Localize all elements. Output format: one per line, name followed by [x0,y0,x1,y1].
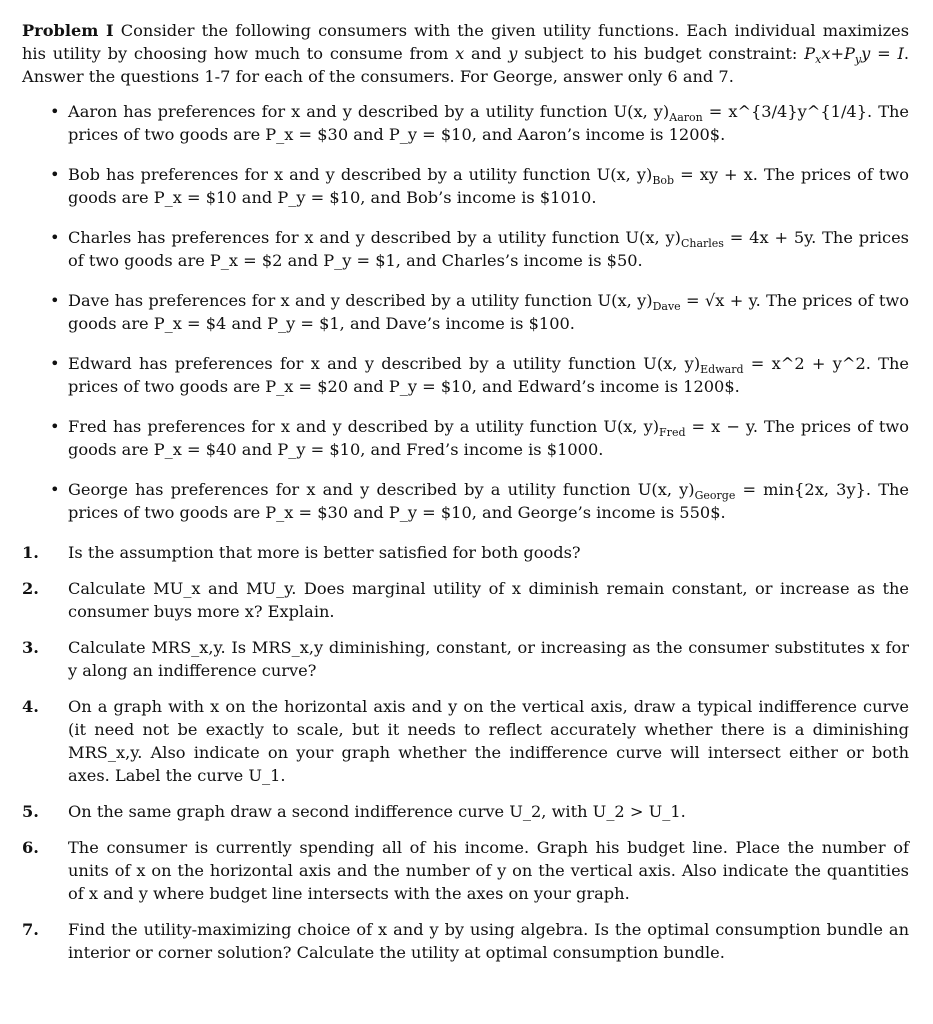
question-number: 7. [22,920,39,939]
consumer-sub: Dave [652,300,681,314]
problem-intro: Problem I Consider the following consumers with the given utility functions. Each individual maximizes his utility by choosing how much to consume from x and y subject to his budget constraint: $P_xx+P_yy = I$. Answer the questions 1-7 for each of the consumers. For George, answer only 6 and 7. [22,21,909,86]
question-text: On the same graph draw a second indifference curve U_2, with U_2 > U_1. [68,802,686,821]
consumer-text: Edward has preferences for x and y described by a utility function U(x, y) [68,354,701,373]
intro-text-2: subject to his budget constraint: [517,44,805,63]
consumer-prices: The prices of two goods are P_x = $30 and P_y = $10, and Aaron’s income is 1200$. [68,102,910,144]
utility-function: = 4x + 5y. [723,228,817,247]
question-text: On a graph with x on the horizontal axis and y on the vertical axis, draw a typical indifference curve (it need not be exactly to scale, but it needs to reflect accurately whether there is a diminishing MRS_x,y. Also indicate on your graph whether the indifference curve will intersect either or both axes. Label the curve U_1. [68,697,909,785]
consumer-text: Dave has preferences for x and y described by a utility function U(x, y) [68,291,653,310]
utility-function: = √x + y. [680,291,761,310]
utility-function: = min{2x, 3y}. [735,480,872,499]
consumer-prices: The prices of two goods are P_x = $30 and P_y = $10, and George’s income is 550$. [68,480,910,522]
utility-function: = xy + x. [674,165,758,184]
consumer-sub: Edward [700,363,744,377]
consumer-sub: Aaron [669,111,703,125]
question-list [22,541,909,964]
question-text: Is the assumption that more is better satisfied for both goods? [68,543,581,562]
consumer-sub: Bob [652,174,675,188]
question-item [22,918,909,964]
utility-function: = x^{3/4}y^{1/4}. [702,102,873,121]
intro-text-1: Consider the following consumers with the given utility functions. Each individual maximizes his utility by choosing how much to consume from [22,21,909,63]
consumer-item: • George has preferences for x and y described by a utility function U(x, $y)_{George} = \min\{2x$, 3y}. The prices of two goods are P_x = $30 and P_y = $10, and George’s income is 550$. [50,480,910,522]
question-number: 6. [22,838,39,857]
question-text: Calculate MU_x and MU_y. Does marginal utility of x diminish remain constant, or increase as the consumer buys more x? Explain. [68,579,909,621]
consumer-sub: Charles [680,237,724,251]
question-item [22,800,909,823]
consumer-item: • Bob has preferences for x and y described by a utility function U(x, $y)_{Bob}$ = xy + x. The prices of two goods are P_x = $10 and P_y = $10, and Bob’s income is $1010. [50,165,909,207]
question-text: The consumer is currently spending all of his income. Graph his budget line. Place the number of units of x on the horizontal axis and the number of y on the vertical axis. Also indicate the quantities of x and y where budget line intersects with the axes on your graph. [68,838,909,903]
consumer-item: • Fred has preferences for x and y described by a utility function U(x, $y)_{Fred} = x - y$. The prices of two goods are P_x = $40 and P_y = $10, and Fred’s income is $1000. [50,417,910,459]
consumer-prices: The prices of two goods are P_x = $20 and P_y = $10, and Edward’s income is 1200$. [68,354,909,396]
question-item [22,577,909,623]
question-number: 5. [22,802,39,821]
utility-function: = x^2 + y^2. [743,354,871,373]
question-number: 4. [22,697,39,716]
consumer-sub: Fred [659,426,686,440]
problem-label: Problem I [22,21,114,40]
consumer-text: George has preferences for x and y described by a utility function U(x, y) [68,480,695,499]
question-item [22,695,909,787]
consumer-text: Charles has preferences for x and y described by a utility function U(x, y) [68,228,681,247]
intro-text-3: Answer the questions 1-7 for each of the consumers. For George, answer only 6 and 7. [22,67,734,86]
consumer-list [22,100,909,524]
question-item [22,636,909,682]
consumer-text: Bob has preferences for x and y described by a utility function U(x, y) [68,165,653,184]
utility-function: = x − y. [685,417,759,436]
question-number: 1. [22,543,39,562]
consumer-item: • Dave has preferences for x and y described by a utility function U(x, $y)_{Dave} = √x + y$. The prices of two goods are P_x = $4 and P_y = $1, and Dave’s income is $100. [50,291,909,333]
consumer-sub: George [694,489,736,503]
consumer-text: Aaron has preferences for x and y described by a utility function U(x, y) [68,102,670,121]
consumer-item: • Edward has preferences for x and y described by a utility function U(x, $y)_{Edward}$ = x^2 + y^2. The prices of two goods are P_x = $20 and P_y = $10, and Edward’s income is 1200$. [50,354,909,396]
question-number: 3. [22,638,39,657]
question-number: 2. [22,579,39,598]
consumer-prices: The prices of two goods are P_x = $40 and P_y = $10, and Fred’s income is $1000. [68,417,910,459]
consumer-item: • Aaron has preferences for x and y described by a utility function U(x, $y)_{Aaron}$ = x^{3/4}y^{1/4}. The prices of two goods are P_x = $30 and P_y = $10, and Aaron’s income is 1200$. [50,102,910,144]
question-text: Calculate MRS_x,y. Is MRS_x,y diminishing, constant, or increasing as the consumer substitutes x for y along an indifference curve? [68,638,909,680]
consumer-prices: The prices of two goods are P_x = $2 and P_y = $1, and Charles’s income is $50. [68,228,909,270]
consumer-prices: The prices of two goods are P_x = $10 and P_y = $10, and Bob’s income is $1010. [68,165,909,207]
consumer-item: • Charles has preferences for x and y described by a utility function U(x, $y)_{Charles} = 4x + 5y$. The prices of two goods are P_x = $2 and P_y = $1, and Charles’s income is $50. [50,228,909,270]
consumer-prices: The prices of two goods are P_x = $4 and P_y = $1, and Dave’s income is $100. [68,291,909,333]
question-item [22,541,909,564]
question-text: Find the utility-maximizing choice of x and y by using algebra. Is the optimal consumption bundle an interior or corner solution? Calculate the utility at optimal consumption bundle. [68,920,909,962]
question-item [22,836,909,905]
consumer-text: Fred has preferences for x and y described by a utility function U(x, y) [68,417,660,436]
